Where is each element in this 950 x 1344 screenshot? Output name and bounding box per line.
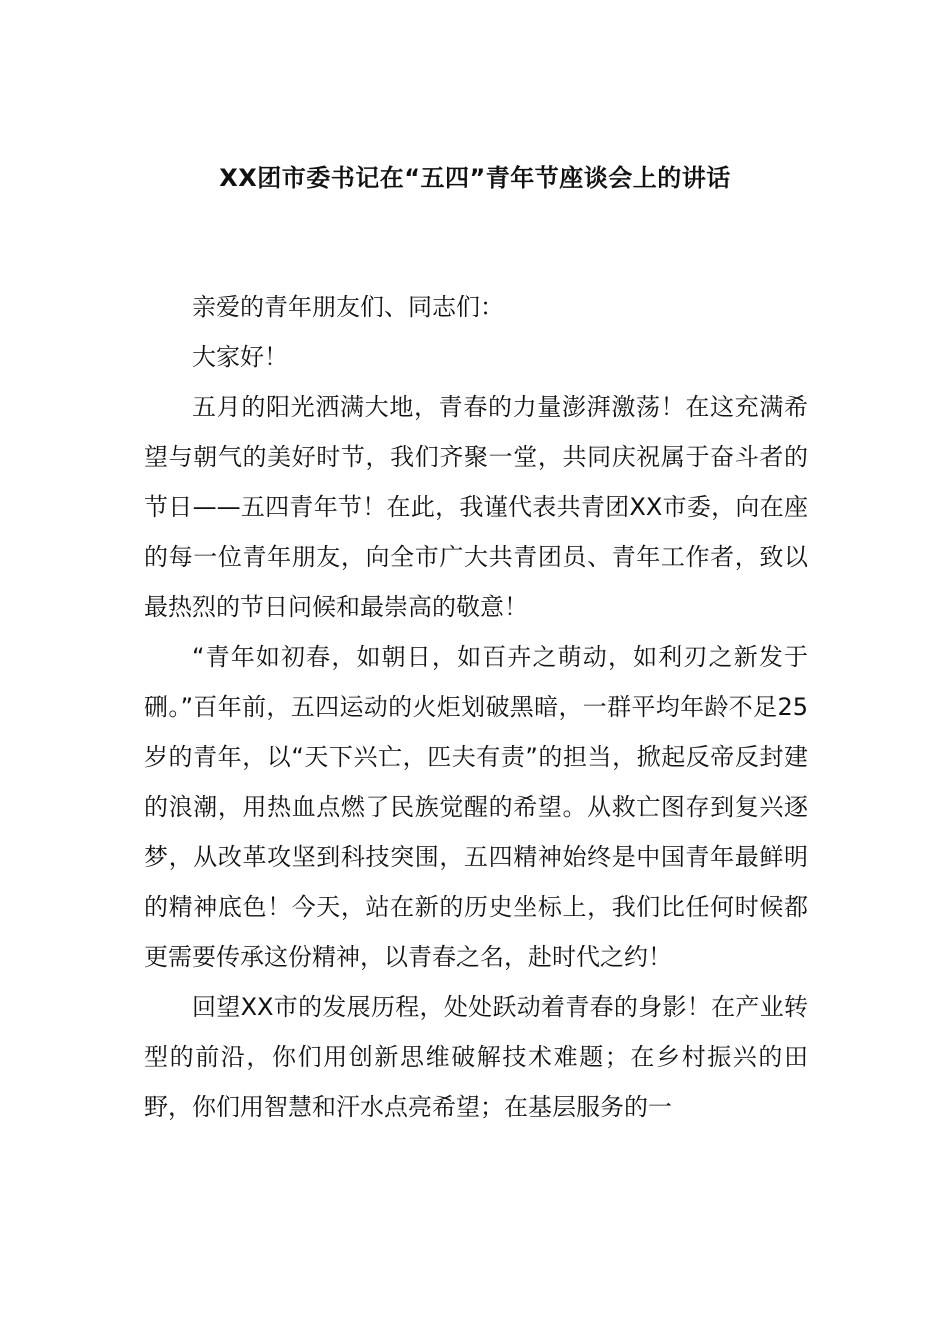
greeting: 大家好！ <box>192 343 288 371</box>
salutation: 亲爱的青年朋友们、同志们： <box>192 293 504 321</box>
paragraph-3: 回望XX市的发展历程，处处跃动着青春的身影！在产业转型的前沿，你们用创新思维破解技术难题；在乡村振兴的田野，你们用智慧和汗水点亮希望；在基层服务的一 <box>144 993 808 1121</box>
document-body <box>144 282 808 1132</box>
document-title: XX团市委书记在“五四”青年节座谈会上的讲话 <box>219 164 731 192</box>
paragraph-2: “青年如初春，如朝日，如百卉之萌动，如利刃之新发于硎。”百年前，五四运动的火炬划破黑暗，一群平均年龄不足25岁的青年，以“天下兴亡，匹夫有责”的担当，掀起反帝反封建的浪潮，用热血点燃了民族觉醒的希望。从救亡图存到复兴逐梦，从改革攻坚到科技突围，五四精神始终是中国青年最鲜明的精神底色！今天，站在新的历史坐标上，我们比任何时候都更需要传承这份精神，以青春之名，赴时代之约！ <box>144 643 808 971</box>
paragraph-1: 五月的阳光洒满大地，青春的力量澎湃激荡！在这充满希望与朝气的美好时节，我们齐聚一堂，共同庆祝属于奋斗者的节日——五四青年节！在此，我谨代表共青团XX市委，向在座的每一位青年朋友，向全市广大共青团员、青年工作者，致以最热烈的节日问候和最崇高的敬意！ <box>144 393 808 621</box>
